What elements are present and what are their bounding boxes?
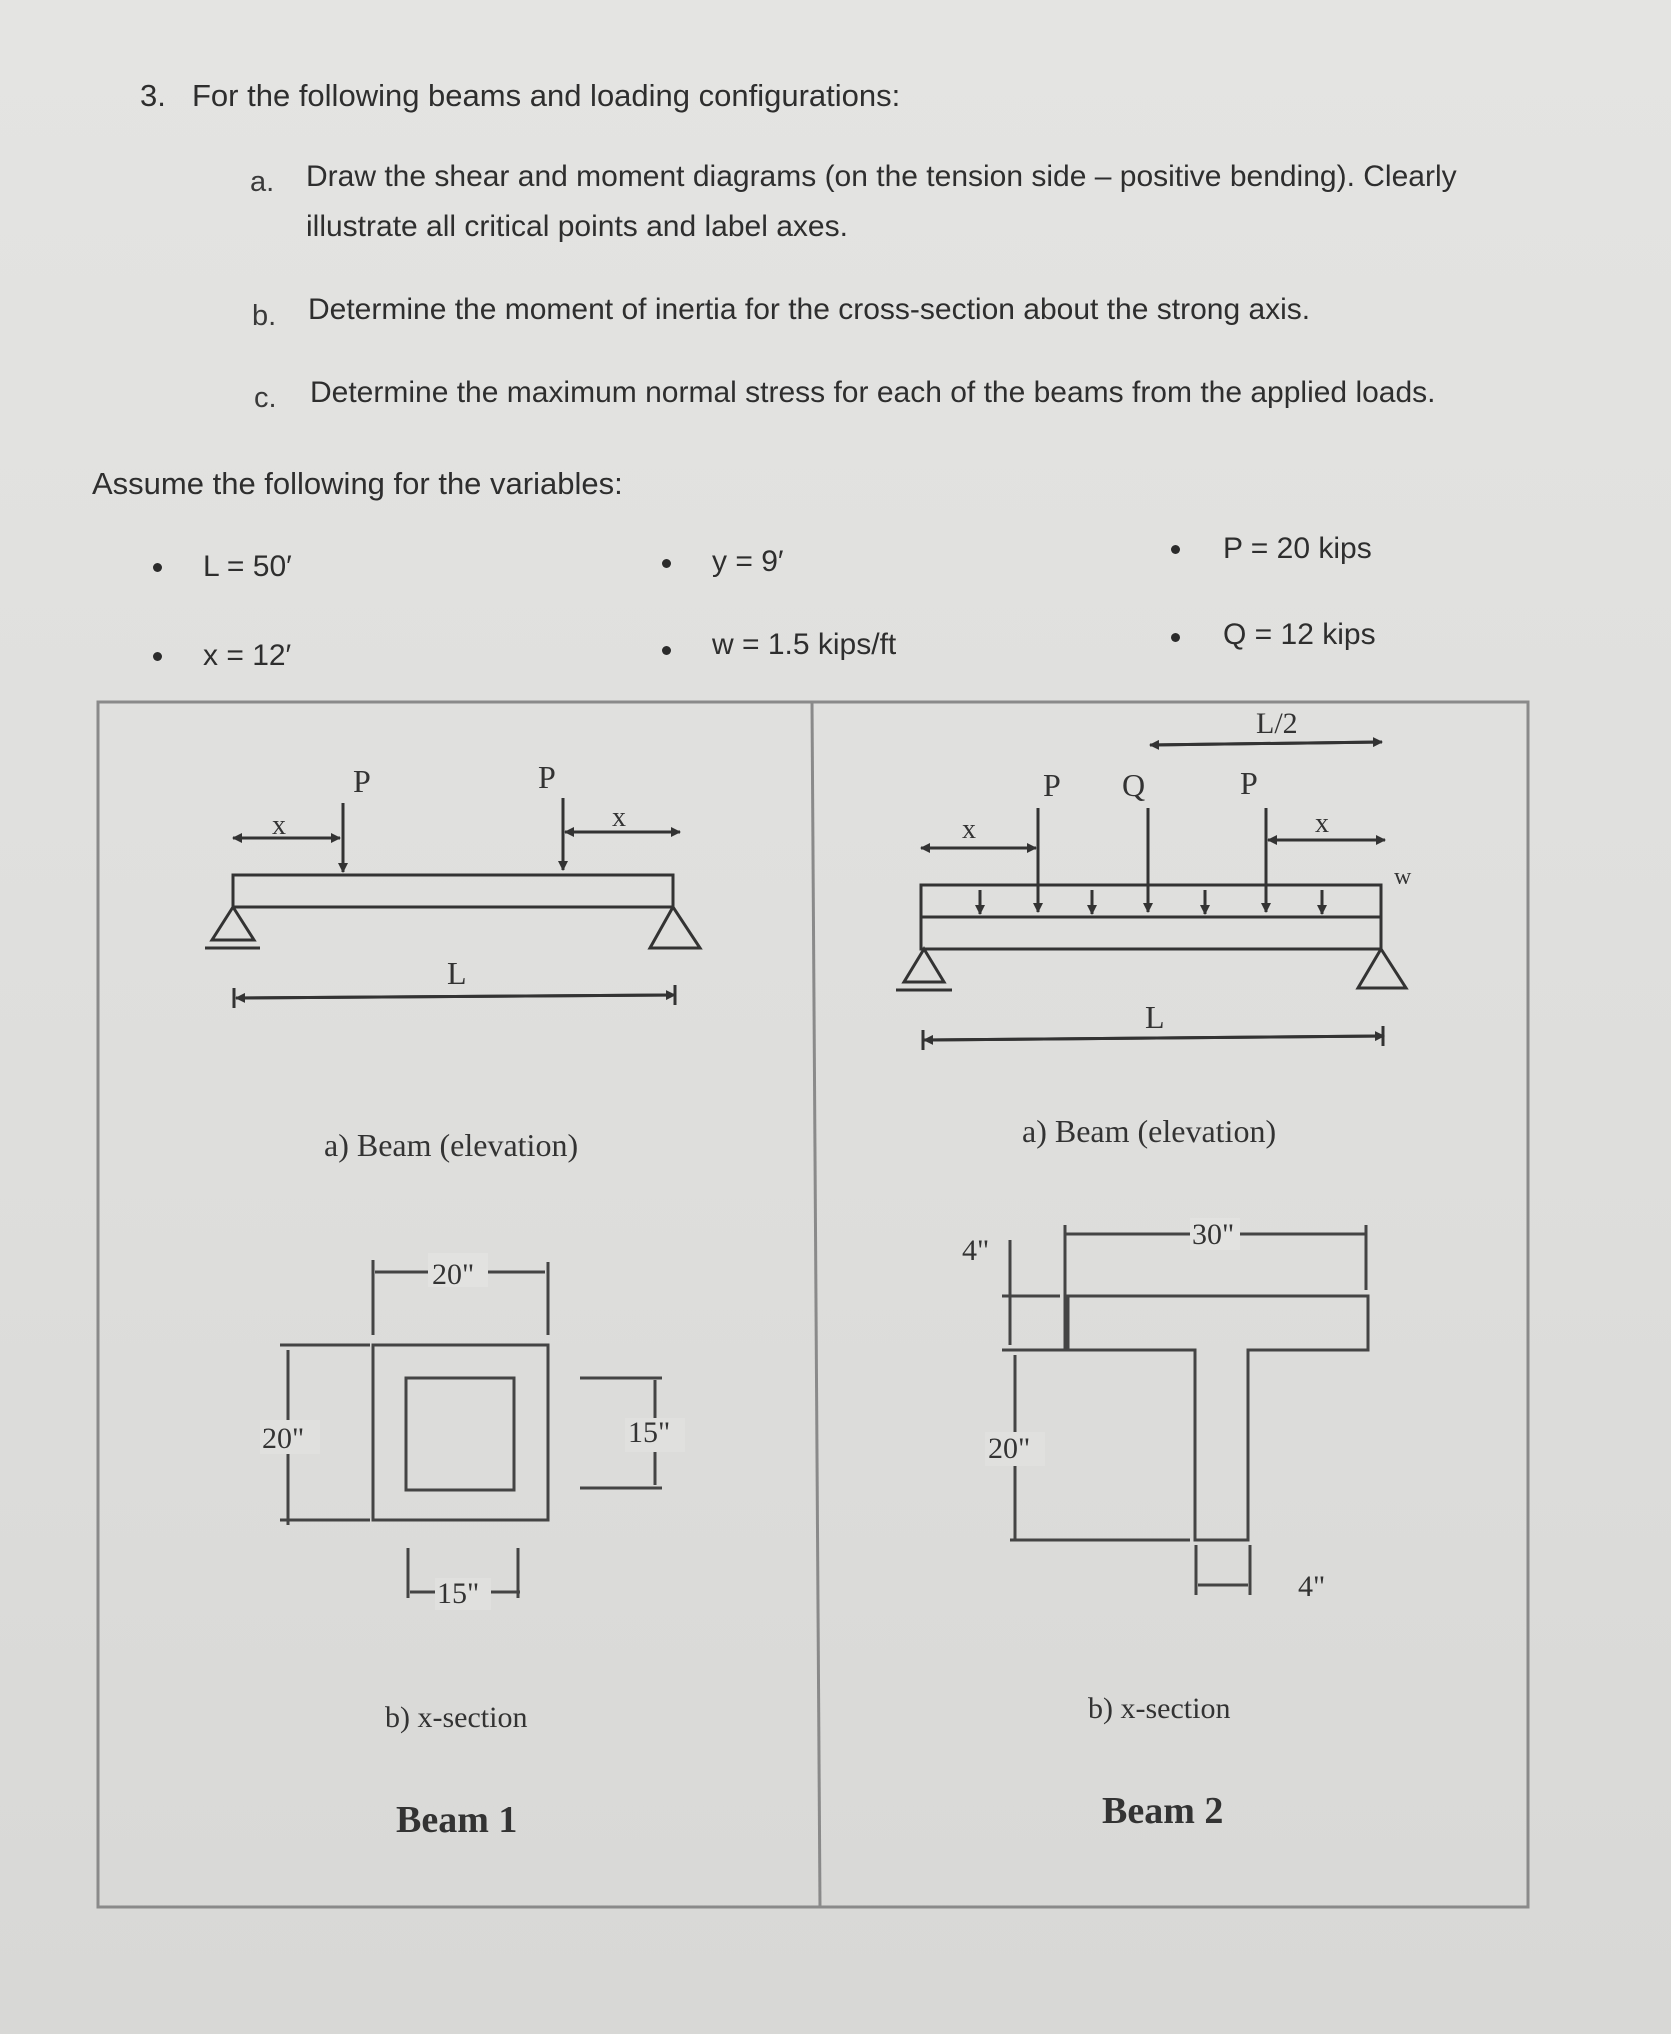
variable-w: w = 1.5 kips/ft [712, 628, 897, 661]
beam1-section [280, 1260, 662, 1598]
beam1-load-left-label: P [353, 763, 371, 799]
beam2-half-span-label: L/2 [1256, 707, 1298, 740]
part-c-label: c. [254, 382, 277, 414]
beam2-distributed-load-band [921, 885, 1381, 917]
beam1-x-left-label: x [272, 810, 286, 841]
beam1-inner-void [406, 1378, 514, 1490]
beam2-web-height-label: 20" [988, 1432, 1031, 1465]
beam2-dist-load-label: w [1394, 864, 1412, 890]
beam1-section-caption: b) x-section [385, 1701, 528, 1734]
beam2-section [1002, 1225, 1368, 1595]
beam2-x-right-label: x [1315, 808, 1329, 839]
beam1-inner-height-label: 15" [628, 1416, 671, 1449]
part-b-text: Determine the moment of inertia for the cross-section about the strong axis. [308, 293, 1311, 326]
beam1-pin-support [212, 907, 254, 940]
figure-divider [812, 702, 820, 1907]
beam1-fixed-support [650, 907, 700, 948]
beam1-outer-height-label: 20" [262, 1422, 305, 1455]
assume-heading: Assume the following for the variables: [92, 466, 623, 501]
beam1-member [233, 875, 673, 907]
variable-x: x = 12′ [203, 639, 292, 672]
beam2-load-p2-label: P [1240, 765, 1258, 801]
beam2-flange-width-label: 30" [1192, 1218, 1235, 1251]
beam2-elevation-caption: a) Beam (elevation) [1022, 1113, 1277, 1149]
beam1-load-right-label: P [538, 759, 556, 795]
beam1-outer-box [373, 1345, 548, 1520]
beam1-inner-width-label: 15" [437, 1577, 480, 1610]
variable-Q: Q = 12 kips [1223, 618, 1376, 651]
beam2-title: Beam 2 [1102, 1790, 1224, 1832]
beam1-title: Beam 1 [396, 1799, 518, 1841]
beam2-web-width-label: 4" [1298, 1570, 1326, 1603]
beam2-x-left-label: x [962, 814, 976, 845]
figure-frame [98, 702, 1528, 1907]
beam2-pin-support [904, 949, 944, 982]
part-a-label: a. [250, 166, 275, 198]
beam2-tee-outline [1068, 1296, 1368, 1540]
beam1-elevation-caption: a) Beam (elevation) [324, 1127, 579, 1163]
beam1-span-label: L [447, 955, 467, 991]
part-a-line-1: Draw the shear and moment diagrams (on the tension side – positive bending). Clearly [306, 160, 1457, 193]
part-c-text: Determine the maximum normal stress for each of the beams from the applied loads. [310, 376, 1436, 409]
beam2-load-p1-label: P [1043, 767, 1061, 803]
part-a-line-2: illustrate all critical points and label axes. [306, 210, 848, 243]
beam1-outer-width-label: 20" [432, 1258, 475, 1291]
beam2-member [921, 917, 1381, 949]
variable-y: y = 9′ [712, 545, 784, 578]
beam2-flange-thickness-label: 4" [962, 1234, 990, 1267]
beam2-section-caption: b) x-section [1088, 1692, 1231, 1725]
variable-P: P = 20 kips [1223, 532, 1372, 565]
variable-L: L = 50′ [203, 550, 292, 583]
beam2-span-label: L [1145, 999, 1165, 1035]
part-b-label: b. [252, 300, 277, 332]
question-number: 3. [140, 78, 166, 113]
beam2-load-q-label: Q [1122, 767, 1146, 803]
question-text: For the following beams and loading configurations: [192, 78, 901, 113]
beam1-x-right-label: x [612, 802, 626, 833]
beam2-fixed-support [1358, 949, 1406, 988]
